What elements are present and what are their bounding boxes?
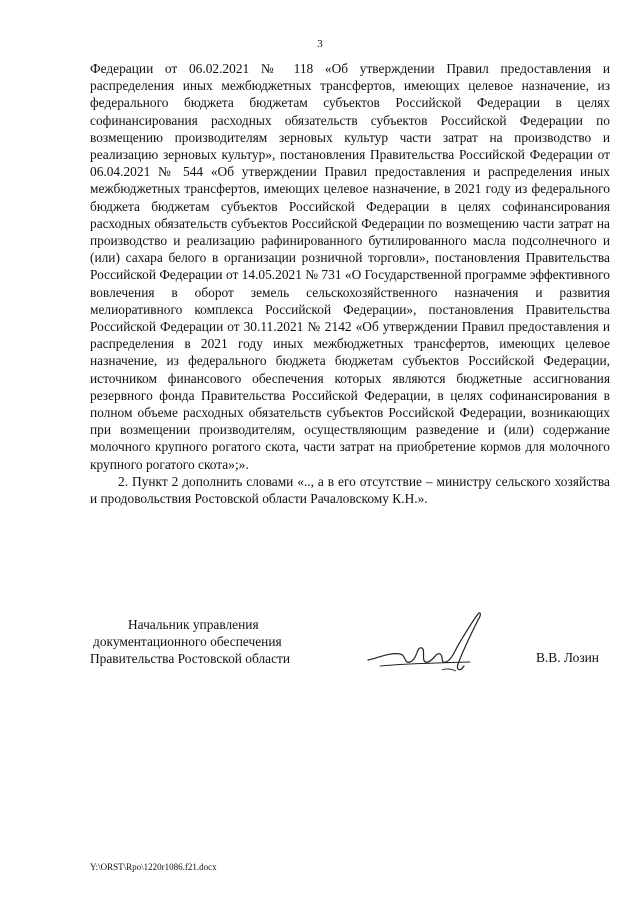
item-2-paragraph: 2. Пункт 2 дополнить словами «.., а в его отсутствие – министру сельского хозяйства и продовольствия Ростовской области Рачаловскому К.Н.». (90, 473, 610, 507)
file-path-footer: Y:\ORST\Rpo\1220r1086.f21.docx (90, 862, 217, 872)
signatory-title (90, 616, 290, 668)
signer-name: В.В. Лозин (536, 650, 599, 665)
handwritten-signature (360, 608, 500, 678)
document-body (90, 60, 610, 507)
decree-continuation-paragraph: Федерации от 06.02.2021 № 118 «Об утверждении Правил предоставления и распределения иных межбюджетных трансфертов, имеющих целевое назначение, из федерального бюджета бюджетам субъектов Российской Федерации в целях софинансирования расходных обязательств субъектов Российской Федерации по возмещению производителям зерновых культур части затрат на производство и реализацию зерновых культур», постановления Правительства Российской Федерации от 06.04.2021 № 544 «Об утверждении Правил предоставления и распределения иных межбюджетных трансфертов, имеющих целевое назначение, в 2021 году из федерального бюджета бюджетам субъектов Российской Федерации в целях софинансирования расходных обязательств субъектов Российской Федерации по возмещению части затрат на производство и реализацию рафинированного бутилированного масла подсолнечного и (или) сахара белого в организации розничной торговли», постановления Правительства Российской Федерации от 14.05.2021 № 731 «О Государственной программе эффективного вовлечения в оборот земель сельскохозяйственного назначения и развития мелиоративного комплекса Российской Федерации», постановления Правительства Российской Федерации от 30.11.2021 № 2142 «Об утверждении Правил предоставления и распределения в 2021 году иных межбюджетных трансфертов, имеющих целевое назначение, из федерального бюджета бюджетам субъектов Российской Федерации, источником финансового обеспечения которых являются бюджетные ассигнования резервного фонда Правительства Российской Федерации, в целях софинансирования в полном объеме расходных обязательств субъектов Российской Федерации, возникающих при возмещении производителям, осуществляющим разведение и (или) содержание молочного крупного рогатого скота, части затрат на приобретение кормов для молочного крупного рогатого скота»;». (90, 61, 610, 472)
signatory-title-line-1: Начальник управления (128, 617, 259, 632)
signatory-title-line-3: Правительства Ростовской области (90, 651, 291, 667)
signatory-title-line-2: документационного обеспечения (93, 634, 282, 650)
page-number: 3 (317, 38, 323, 50)
